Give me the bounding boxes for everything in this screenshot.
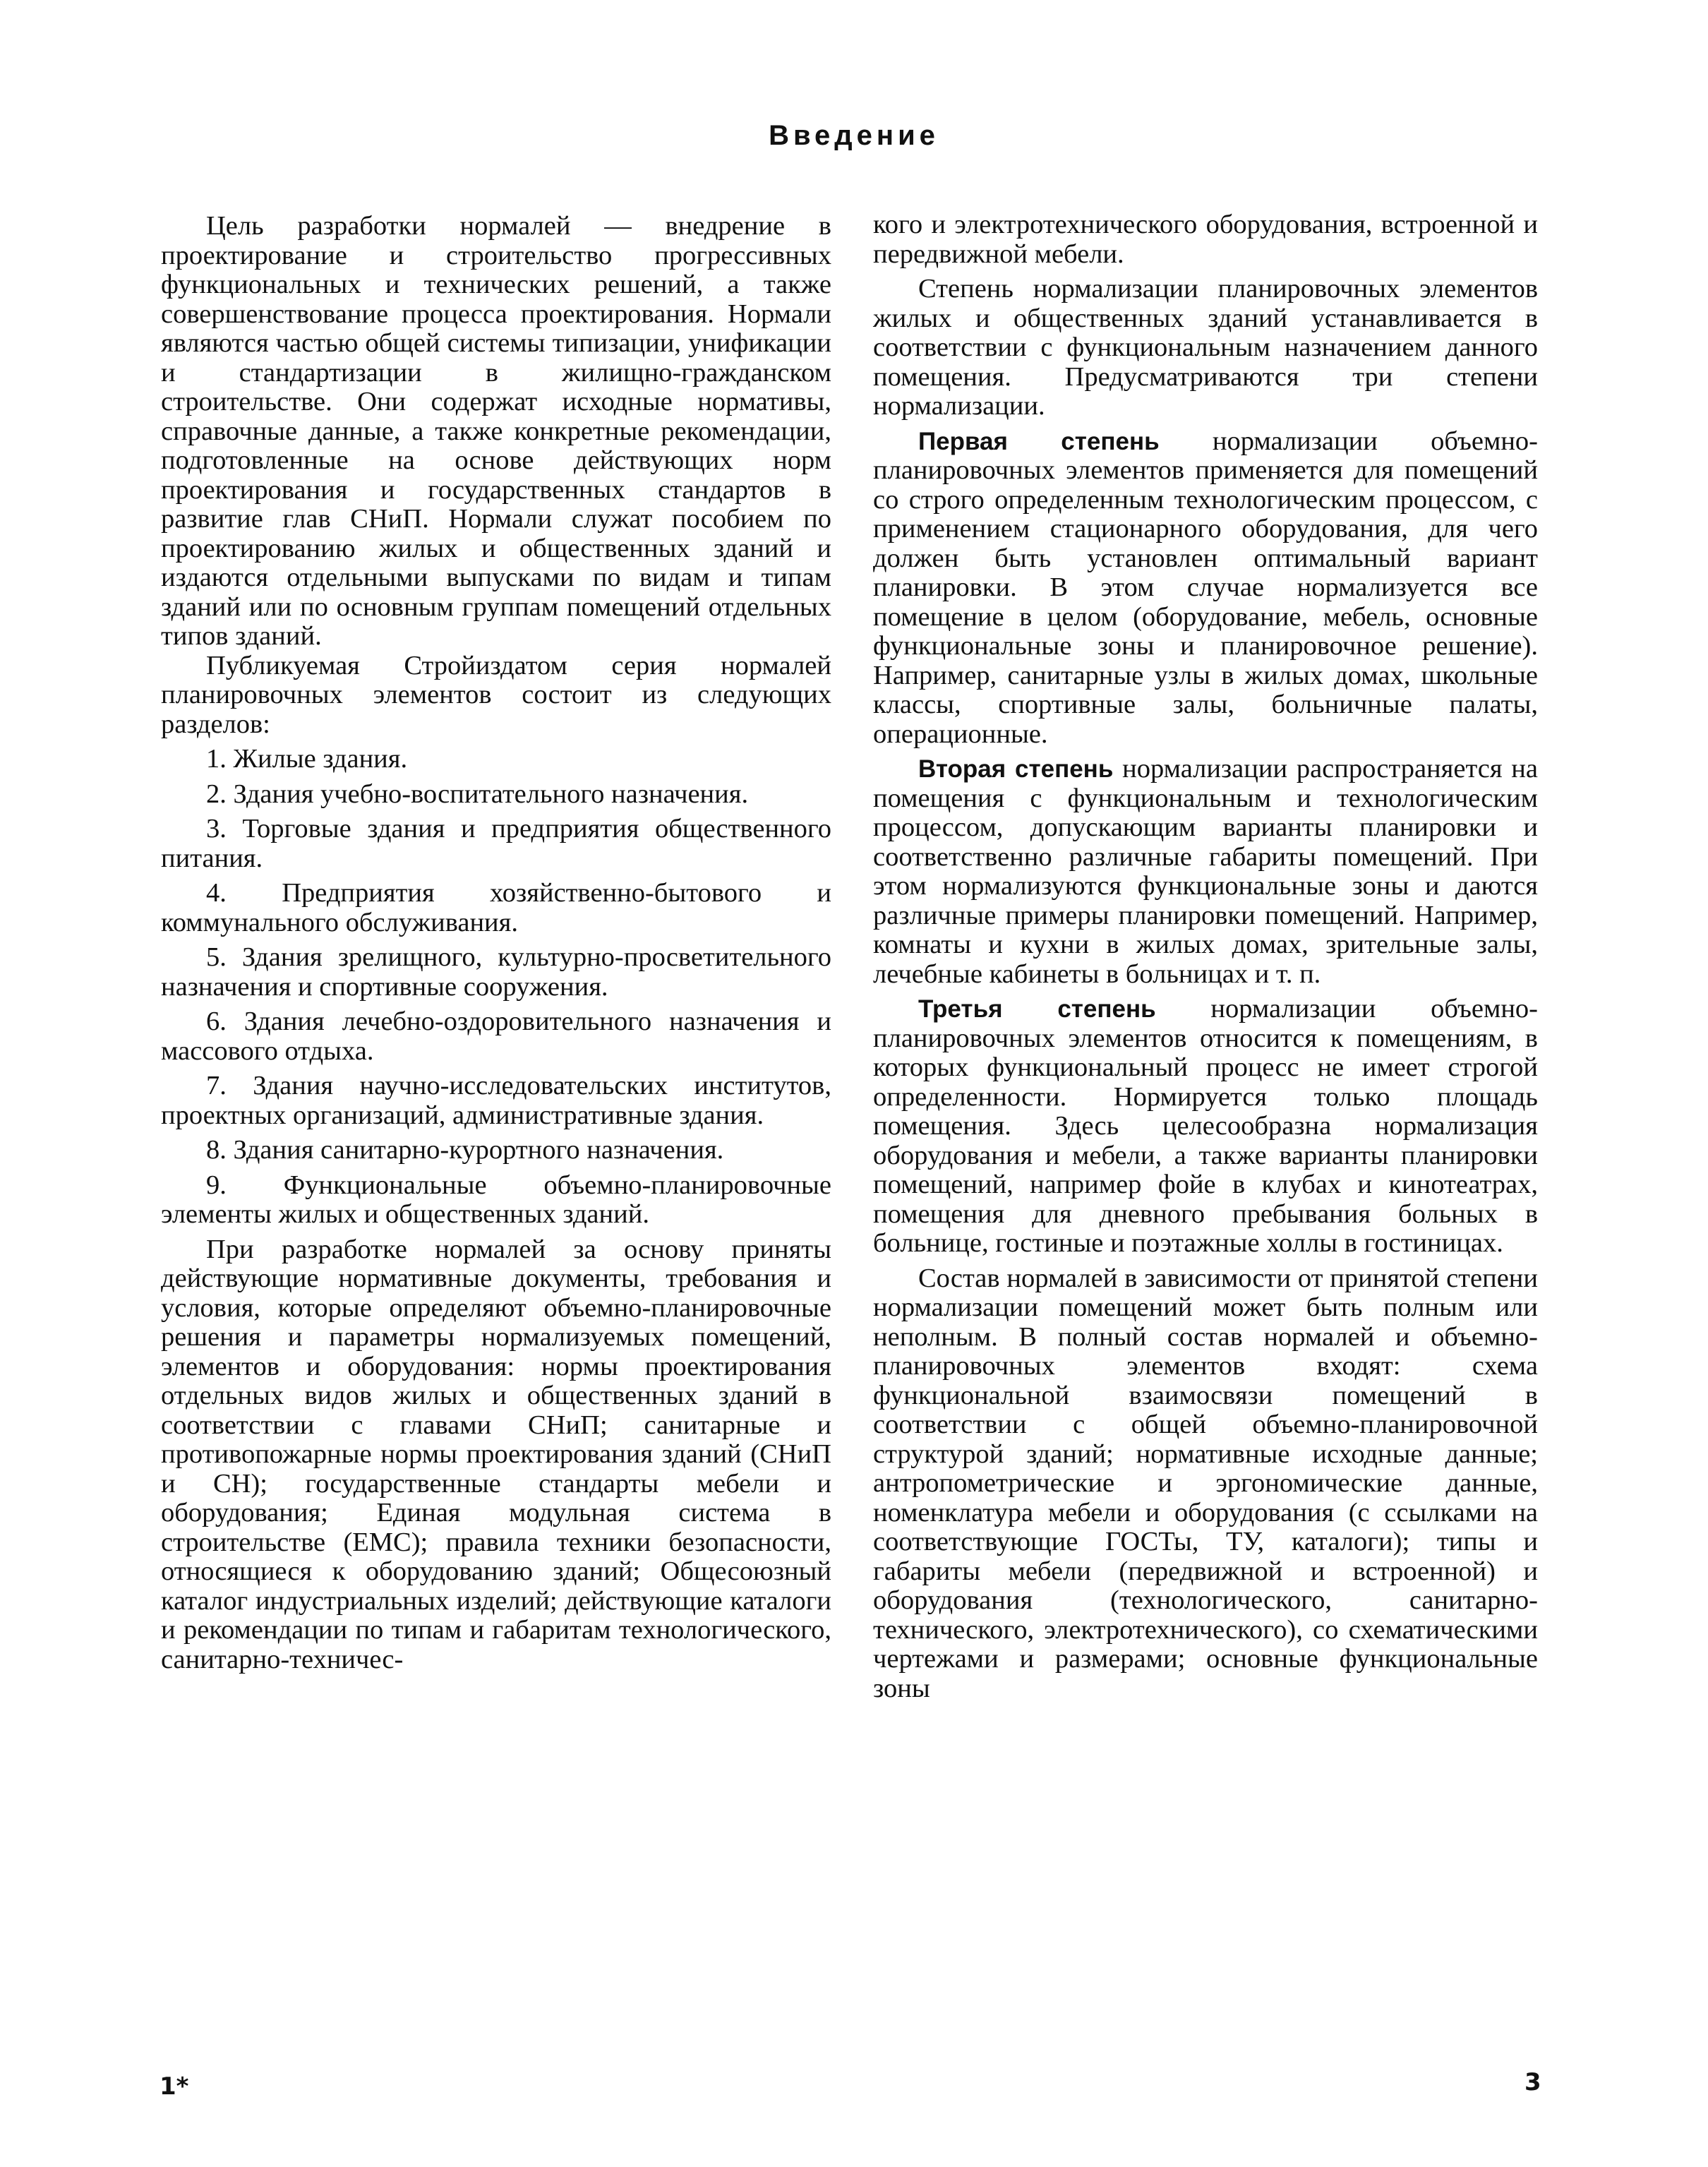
page-number: 3 [1524, 2068, 1541, 2096]
second-degree-label: Вторая степень [918, 755, 1114, 783]
third-degree-label: Третья степень [918, 995, 1156, 1023]
section-item-3: 3. Торговые здания и предприятия общественного питания. [161, 814, 831, 873]
first-degree-text: нормализации объемно-планировочных элементов применяется для помещений со строго определенным технологическим процессом, с применением стационарного оборудования, для чего должен быть установлен оптимальный вариант планировки. В этом случае нормализуется все помещение в целом (оборудование, мебель, основные функциональные зоны и планировочное решение). Например, санитарные узлы в жилых домах, школьные классы, спортивные залы, больничные палаты, операционные. [873, 426, 1538, 749]
series-paragraph: Публикуемая Стройиздатом серия нормалей планировочных элементов состоит из следующих разделов: [161, 650, 831, 739]
composition-paragraph: Состав нормалей в зависимости от принятой степени нормализации помещений может быть полным или неполным. В полный состав нормалей и объемно-планировочных элементов входят: схема функциональной взаимосвязи помещений в соответствии с общей объемно-планировочной структурой зданий; нормативные исходные данные; антропометрические и эргономические данные, номенклатура мебели и оборудования (с ссылками на соответствующие ГОСТы, ТУ, каталоги); типы и габариты мебели (передвижной и встроенной) и оборудования (технологического, санитарно-технического, электротехнического), со схематическими чертежами и размерами; основные функциональные зоны [873, 1263, 1538, 1703]
third-degree-text: нормализации объемно-планировочных элементов относится к помещениям, в которых функциональный процесс не имеет строгой определенности. Нормируется только площадь помещения. Здесь целесообразна нормализация оборудования и мебели, а также варианты планировки помещений, например фойе в клубах и кинотеатрах, помещения для дневного пребывания больных в больнице, гостиные и поэтажные холлы в гостиницах. [873, 994, 1538, 1258]
degrees-intro-paragraph: Степень нормализации планировочных элементов жилых и общественных зданий устанавливается в соответствии с функциональным назначением данного помещения. Предусматриваются три степени нормализации. [873, 274, 1538, 421]
section-item-8: 8. Здания санитарно-курортного назначения. [206, 1135, 724, 1165]
section-item-1: 1. Жилые здания. [206, 744, 408, 774]
signature-mark: 1* [160, 2072, 189, 2101]
section-item-7: 7. Здания научно-исследовательских институтов, проектных организаций, административные здания. [161, 1071, 831, 1130]
left-column [161, 212, 831, 2075]
third-degree-paragraph [873, 995, 1538, 1259]
continuation-paragraph: кого и электротехнического оборудования, встроенной и передвижной мебели. [873, 210, 1538, 269]
section-item-6: 6. Здания лечебно-оздоровительного назначения и массового отдыха. [161, 1007, 831, 1066]
right-column [873, 210, 1538, 2074]
first-degree-label: Первая степень [918, 427, 1160, 455]
section-item-5: 5. Здания зрелищного, культурно-просветительного назначения и спортивные сооружения. [161, 942, 831, 1002]
basis-paragraph: При разработке нормалей за основу приняты действующие нормативные документы, требования и условия, которые определяют объемно-планировочные решения и параметры нормализуемых помещений, элементов и оборудования: нормы проектирования отдельных видов жилых и общественных зданий в соответствии с главами СНиП; санитарные и противопожарные нормы проектирования зданий (СНиП и СН); государственные стандарты мебели и оборудования; Единая модульная система в строительстве (ЕМС); правила техники безопасности, относящиеся к оборудованию зданий; Общесоюзный каталог индустриальных изделий; действующие каталоги и рекомендации по типам и габаритам технологического, санитарно-техничес- [161, 1234, 831, 1674]
section-item-2: 2. Здания учебно-воспитательного назначения. [206, 779, 749, 809]
intro-paragraph: Цель разработки нормалей — внедрение в проектирование и строительство прогрессивных функциональных и технических решений, а также совершенствование процесса проектирования. Нормали являются частью общей системы типизации, унификации и стандартизации в жилищно-гражданском строительстве. Они содержат исходные нормативы, справочные данные, а также конкретные рекомендации, подготовленные на основе действующих норм проектирования и государственных стандартов в развитие глав СНиП. Нормали служат пособием по проектированию жилых и общественных зданий и издаются отдельными выпусками по видам и типам зданий или по основным группам помещений отдельных типов зданий. [161, 211, 831, 651]
section-item-9: 9. Функциональные объемно-планировочные элементы жилых и общественных зданий. [161, 1170, 831, 1229]
page-title: Введение [769, 120, 939, 151]
second-degree-paragraph [873, 755, 1538, 989]
first-degree-paragraph [873, 427, 1538, 750]
second-degree-text: нормализации распространяется на помещения с функциональным и технологическим процессом, допускающим варианты планировки и соответственно различные габариты помещений. При этом нормализуются функциональные зоны и даются различные примеры планировки помещений. Например, комнаты и кухни в жилых домах, зрительные залы, лечебные кабинеты в больницах и т. п. [873, 754, 1538, 989]
section-item-4: 4. Предприятия хозяйственно-бытового и коммунального обслуживания. [161, 878, 831, 937]
